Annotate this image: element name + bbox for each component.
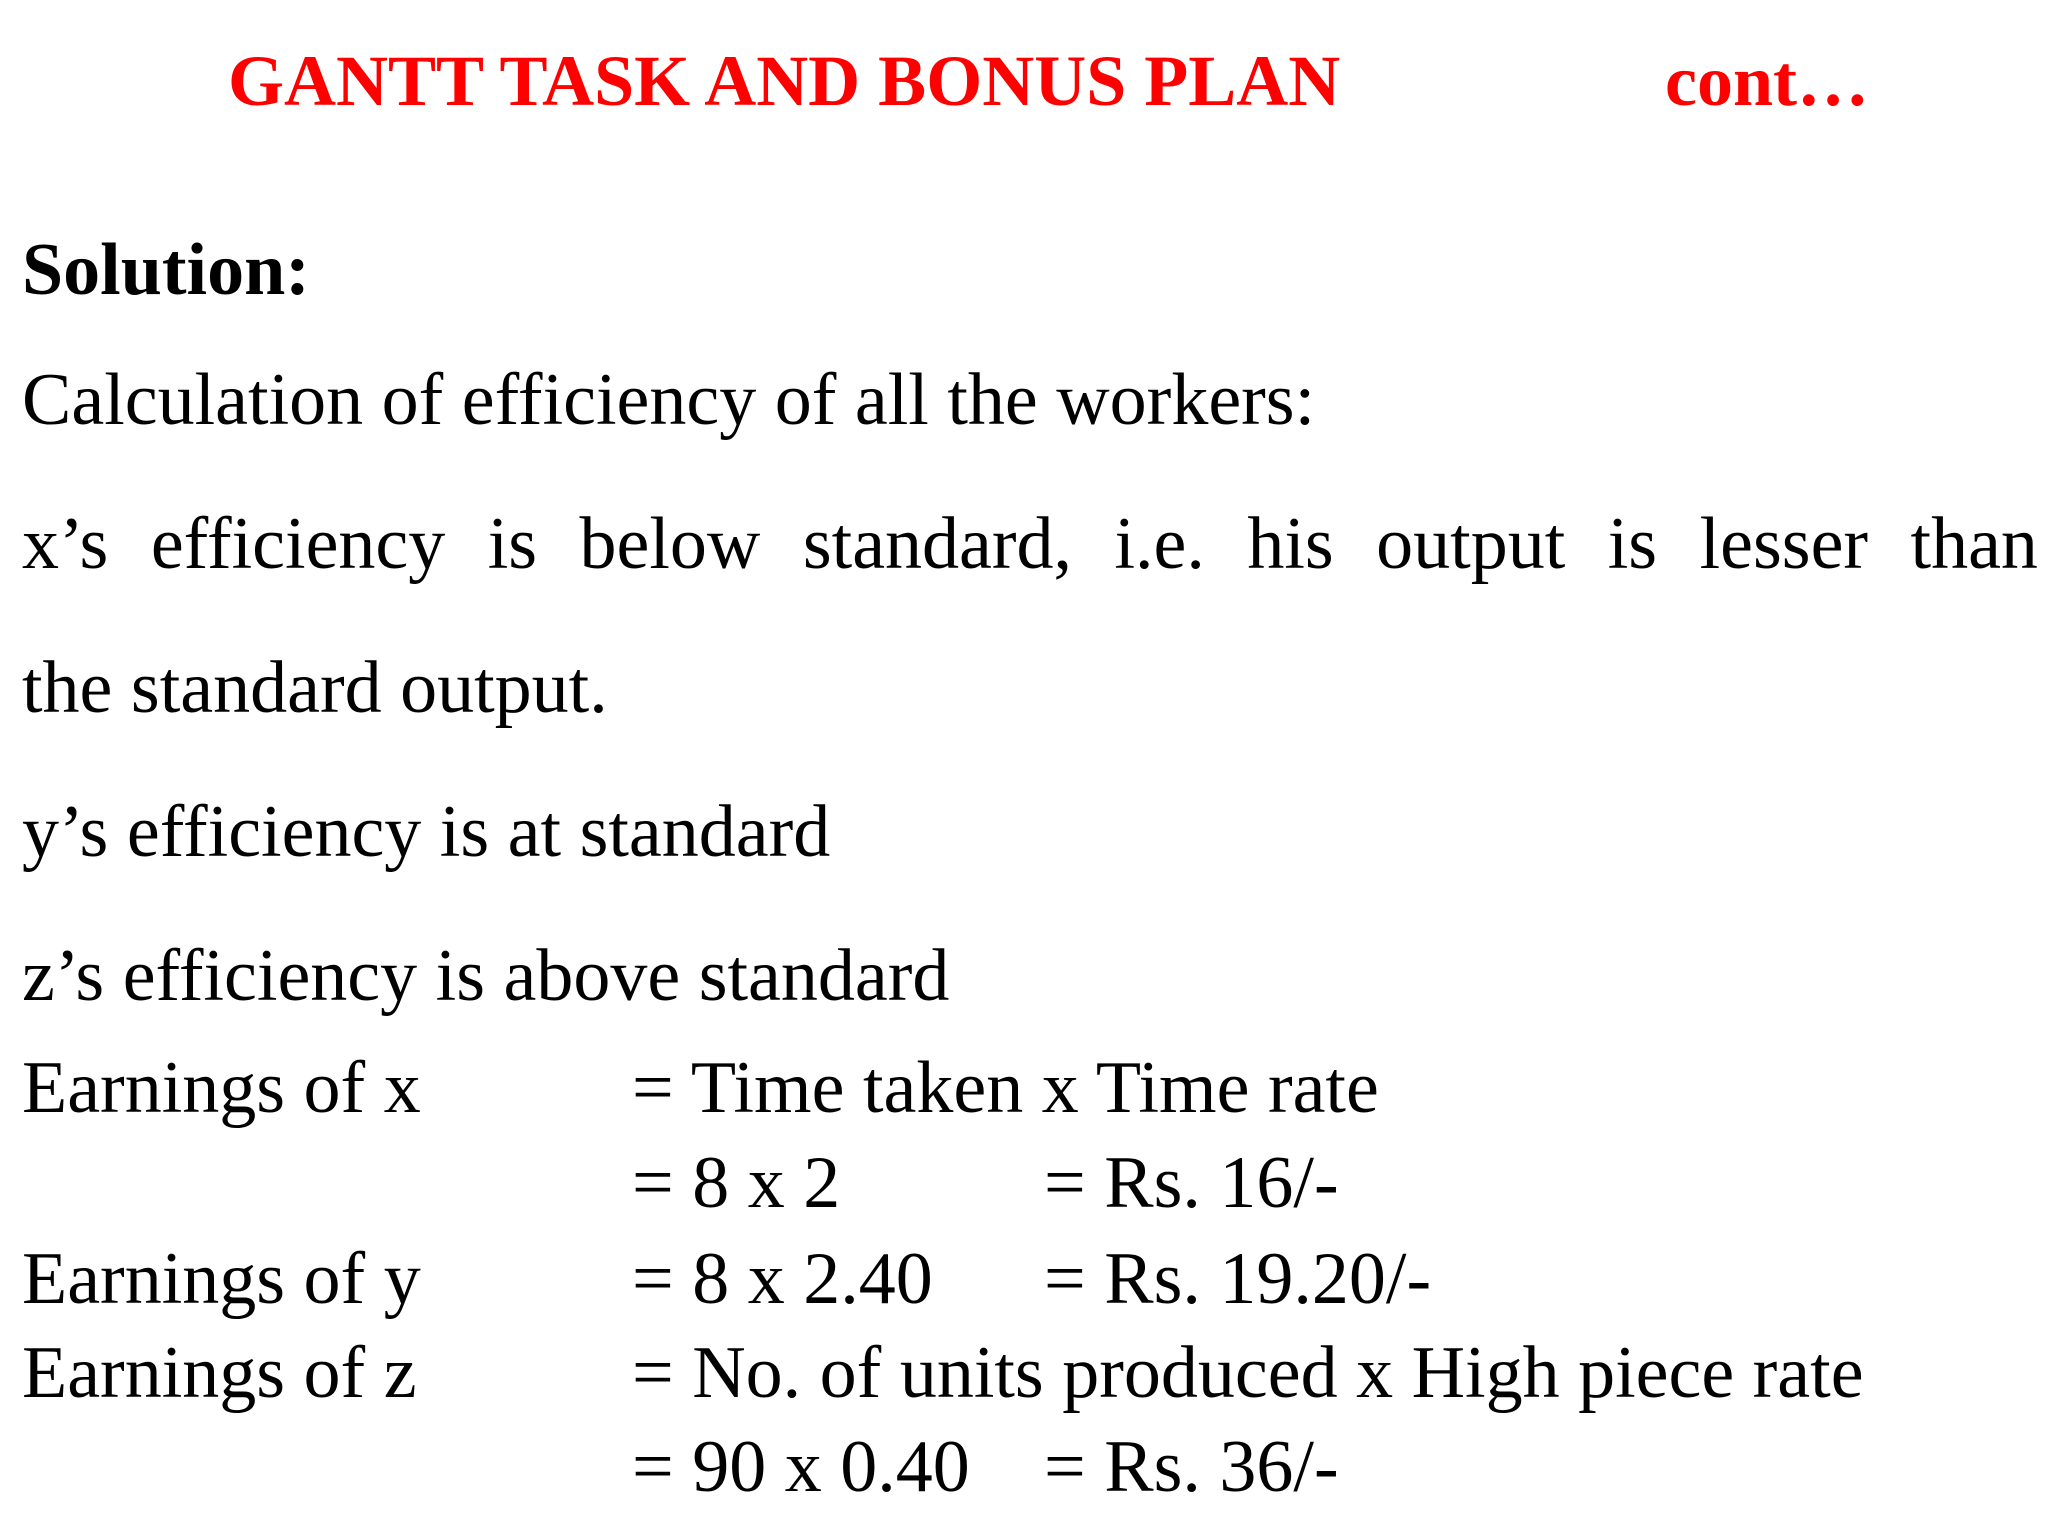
word: standard, bbox=[802, 503, 1073, 585]
earnings-result: = Rs. 16/- bbox=[1044, 1142, 1339, 1224]
earnings-row-z bbox=[22, 1331, 2042, 1421]
earnings-result: = Rs. 36/- bbox=[1044, 1426, 1339, 1508]
earnings-row-y bbox=[22, 1237, 2042, 1327]
page-title: GANTT TASK AND BONUS PLAN bbox=[228, 41, 1341, 121]
continued-label: cont… bbox=[1665, 41, 1869, 121]
earnings-row-z-calc bbox=[22, 1425, 2042, 1515]
x-efficiency-line bbox=[22, 502, 2038, 587]
word: x’s bbox=[22, 503, 109, 585]
earnings-expression: = 8 x 2.40 bbox=[632, 1238, 933, 1320]
earnings-expression: = 8 x 2 bbox=[632, 1142, 841, 1224]
earnings-result: = Rs. 19.20/- bbox=[1044, 1238, 1432, 1320]
word: his bbox=[1247, 503, 1334, 585]
earnings-expression: = Time taken x Time rate bbox=[632, 1047, 1379, 1129]
y-efficiency: y’s efficiency is at standard bbox=[22, 791, 831, 873]
word: than bbox=[1910, 503, 2038, 585]
earnings-label: Earnings of x bbox=[22, 1047, 421, 1129]
earnings-label: Earnings of z bbox=[22, 1332, 417, 1414]
word: is bbox=[487, 503, 538, 585]
word: i.e. bbox=[1114, 503, 1205, 585]
word: output bbox=[1376, 503, 1566, 585]
earnings-expression: = 90 x 0.40 bbox=[632, 1426, 970, 1508]
earnings-row-x bbox=[22, 1046, 2042, 1136]
z-efficiency: z’s efficiency is above standard bbox=[22, 935, 950, 1017]
earnings-expression: = No. of units produced x High piece rate bbox=[632, 1332, 1864, 1414]
word: is bbox=[1607, 503, 1658, 585]
earnings-label: Earnings of y bbox=[22, 1238, 421, 1320]
intro-text: Calculation of efficiency of all the workers: bbox=[22, 359, 1316, 441]
word: below bbox=[579, 503, 761, 585]
word: efficiency bbox=[150, 503, 446, 585]
word: lesser bbox=[1699, 503, 1869, 585]
earnings-row-x-calc bbox=[22, 1141, 2042, 1231]
solution-heading: Solution: bbox=[22, 229, 310, 311]
x-efficiency-continued: the standard output. bbox=[22, 647, 608, 729]
